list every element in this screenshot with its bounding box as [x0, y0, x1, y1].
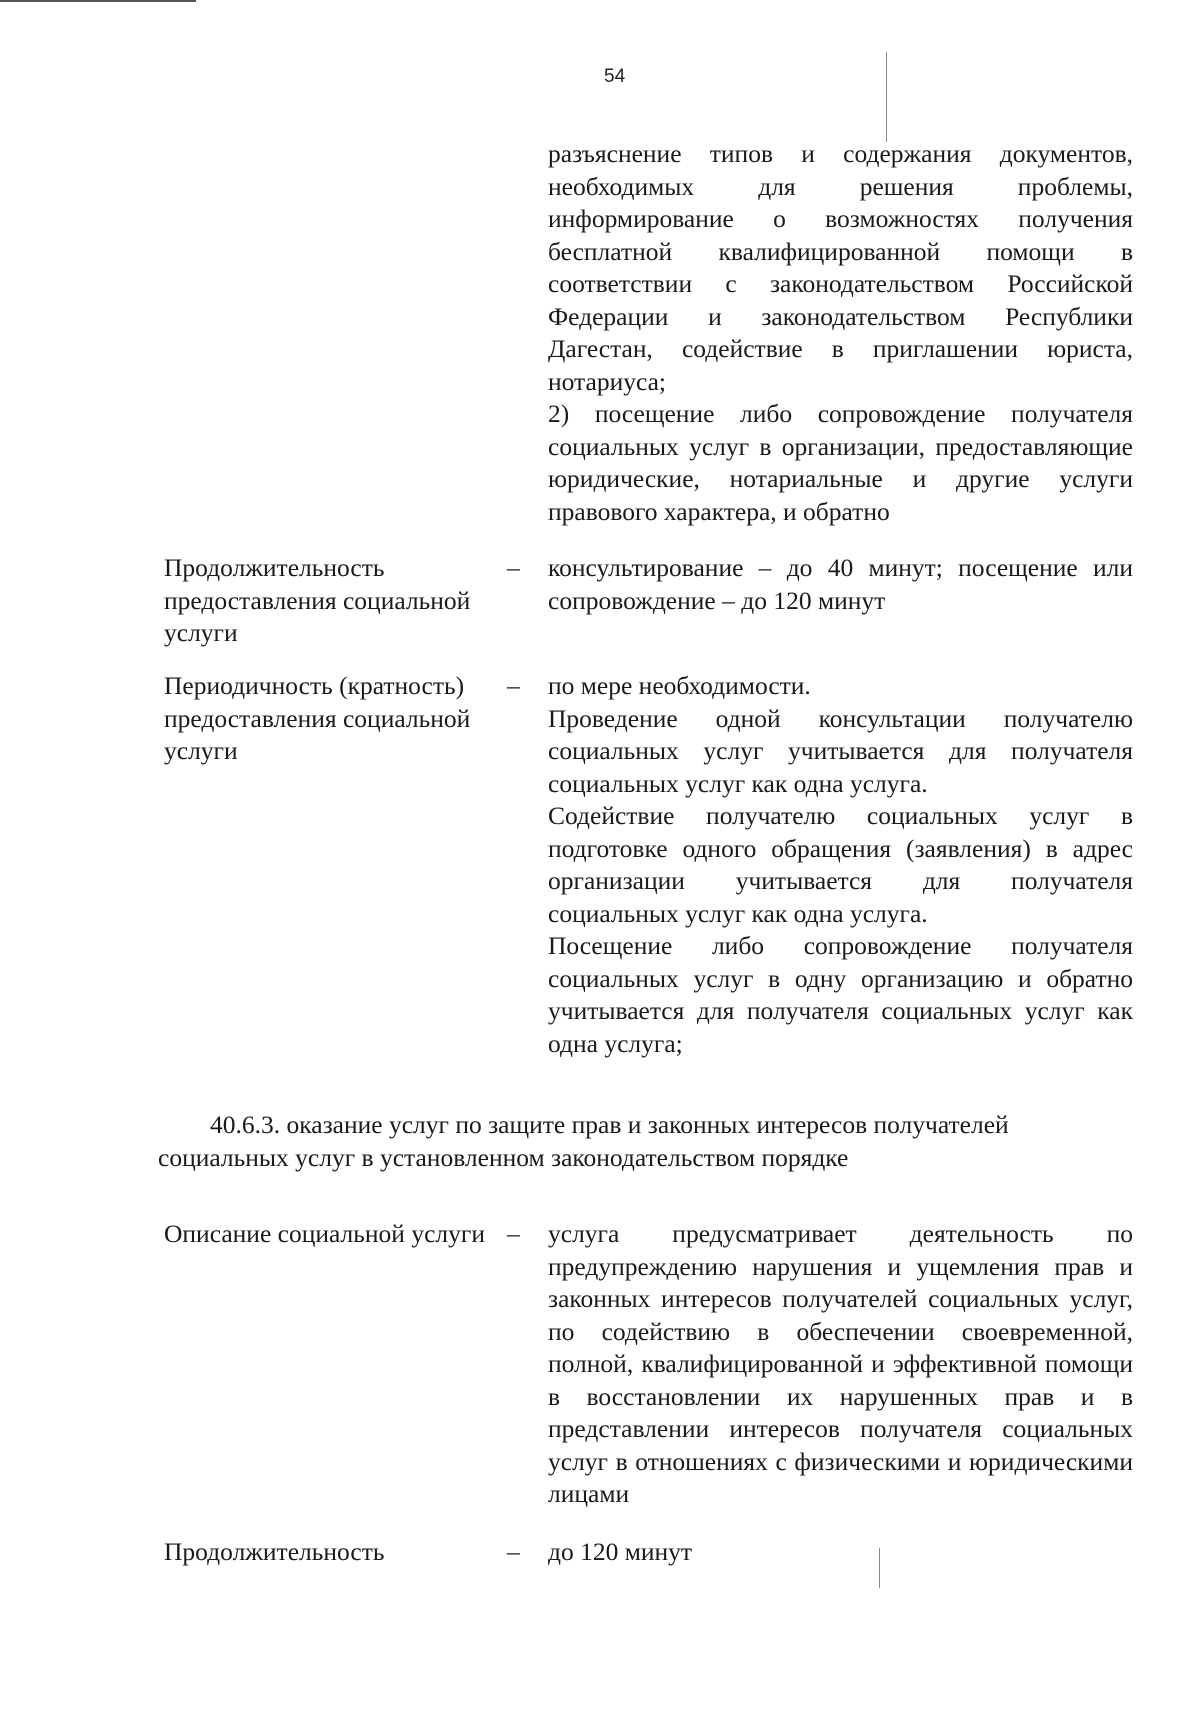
row-label-text: Периодичность (кратность) предоставления социальной услуги	[164, 671, 471, 765]
row-value-text: до 120 минут	[548, 1537, 693, 1566]
paragraph: по мере необходимости.	[548, 671, 811, 700]
row-label-duration	[164, 552, 484, 650]
section-heading-text: 40.6.3. оказание услуг по защите прав и законных интересов получателей социальных услуг в установленном законодательством порядке	[158, 1110, 1009, 1172]
row-dash: –	[507, 553, 520, 582]
row-label-description	[164, 1218, 504, 1251]
row-value-text: услуга предусматривает деятельность по предупреждению нарушения и ущемления прав и законных интересов получателей социальных услуг, по содействию в обеспечении своевременной, полной, квалифицированной и эффективной помощи в восстановлении их нарушенных прав и в представлении интересов получателя социальных услуг в отношениях с физическими и юридическими лицами	[548, 1219, 1133, 1508]
row-label-duration-2	[164, 1536, 484, 1569]
row-value-duration-2	[548, 1536, 1133, 1569]
row-value-duration	[548, 552, 1133, 617]
row-label-frequency	[164, 670, 484, 768]
paragraph: 2) посещение либо сопровождение получателя социальных услуг в организации, предоставляющие юридические, нотариальные и другие услуги правового характера, и обратно	[548, 399, 1133, 526]
scan-top-rule	[0, 0, 196, 2]
paragraph: Содействие получателю социальных услуг в подготовке одного обращения (заявления) в адрес организации учитывается для получателя социальных услуг как одна услуга.	[548, 801, 1133, 928]
paragraph: Посещение либо сопровождение получателя социальных услуг в одну организацию и обратно учитывается для получателя социальных услуг как одна услуга;	[548, 931, 1133, 1058]
scan-artifact-line	[886, 52, 887, 142]
row-value-description	[548, 1218, 1133, 1511]
row-value-text: консультирование – до 40 минут; посещение или сопровождение – до 120 минут	[548, 553, 1133, 615]
paragraph: Проведение одной консультации получателю социальных услуг учитывается для получателя социальных услуг как одна услуга.	[548, 703, 1133, 798]
row-label-text: Продолжительность предоставления социальной услуги	[164, 553, 471, 647]
row-dash: –	[507, 671, 520, 700]
row-value-frequency	[548, 670, 1133, 1060]
paragraph: разъяснение типов и содержания документов, необходимых для решения проблемы, информирование о возможностях получения бесплатной квалифицированной помощи в соответствии с законодательством Российской Федерации и законодательством Республики Дагестан, содействие в приглашении юриста, нотариуса;	[548, 139, 1133, 396]
row-dash: –	[507, 1537, 520, 1566]
continuation-text	[548, 138, 1133, 528]
section-heading	[158, 1108, 1138, 1174]
row-label-text: Продолжительность	[164, 1537, 385, 1566]
row-dash: –	[507, 1219, 520, 1248]
row-label-text: Описание социальной услуги	[164, 1219, 485, 1248]
page-number: 54	[604, 66, 626, 87]
